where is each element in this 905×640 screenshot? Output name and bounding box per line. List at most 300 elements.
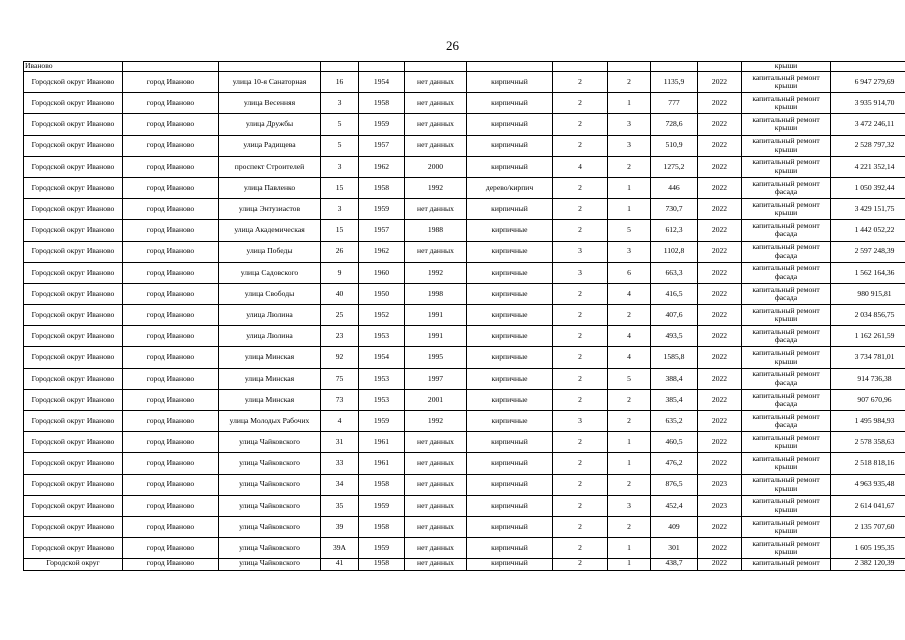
- cell-house-number: 16: [321, 72, 359, 93]
- cell-wall-material: дерево/кирпич: [467, 177, 553, 198]
- cell-street: улица Чайковского: [219, 516, 321, 537]
- cell-house-number: 75: [321, 368, 359, 389]
- cell-wall-material: кирпичный: [467, 156, 553, 177]
- cell-floors: 2: [553, 326, 608, 347]
- cell-district: Городской округ Иваново: [24, 516, 123, 537]
- cell-area: 728,6: [651, 114, 698, 135]
- cell-planned-year: 2022: [698, 199, 742, 220]
- cell-street: улица Молодых Рабочих: [219, 411, 321, 432]
- cell-street: улица Свободы: [219, 283, 321, 304]
- cell-floors: 2: [553, 432, 608, 453]
- cell-entrances: 1: [608, 199, 651, 220]
- cell-settlement: город Иваново: [123, 559, 219, 571]
- cell-last-repair-year: нет данных: [405, 432, 467, 453]
- cell-settlement: город Иваново: [123, 156, 219, 177]
- cell-planned-year: 2022: [698, 93, 742, 114]
- cell-year-built: 1957: [359, 135, 405, 156]
- cell-street: улица Чайковского: [219, 538, 321, 559]
- cell-cost: 2 528 797,32: [831, 135, 905, 156]
- cell-work-type: капитальный ремонт крыши: [742, 72, 831, 93]
- cell-year-built: 1958: [359, 516, 405, 537]
- cell-planned-year: 2022: [698, 411, 742, 432]
- cell-house-number: 26: [321, 241, 359, 262]
- cell-street: улица Победы: [219, 241, 321, 262]
- cell-work-type: капитальный ремонт фасада: [742, 368, 831, 389]
- table-row: [24, 93, 905, 114]
- cell-planned-year: 2022: [698, 305, 742, 326]
- cell-street: улица Люлина: [219, 326, 321, 347]
- cell-district: Городской округ Иваново: [24, 135, 123, 156]
- cell-house-number: 15: [321, 177, 359, 198]
- cell-entrances: 3: [608, 135, 651, 156]
- cell-district: Городской округ Иваново: [24, 262, 123, 283]
- cell-wall-material: кирпичные: [467, 283, 553, 304]
- cell-last-repair-year: нет данных: [405, 93, 467, 114]
- cell-settlement: город Иваново: [123, 262, 219, 283]
- table-row: [24, 474, 905, 495]
- table-row: [24, 389, 905, 410]
- cell-wall-material: кирпичные: [467, 326, 553, 347]
- cell-year-built: 1958: [359, 559, 405, 571]
- cell-wall-material: кирпичные: [467, 411, 553, 432]
- table-row: [24, 220, 905, 241]
- cell-wall-material: кирпичные: [467, 347, 553, 368]
- cell-cost: 2 034 856,75: [831, 305, 905, 326]
- cell-wall-material: кирпичный: [467, 516, 553, 537]
- cell-entrances: 3: [608, 495, 651, 516]
- cell-planned-year: 2022: [698, 432, 742, 453]
- cell-cost: 4 221 352,14: [831, 156, 905, 177]
- cell-work-type: крыши: [742, 62, 831, 72]
- cell-last-repair-year: нет данных: [405, 135, 467, 156]
- cell-street: улица Садовского: [219, 262, 321, 283]
- cell-floors: 2: [553, 305, 608, 326]
- cell-last-repair-year: 1991: [405, 305, 467, 326]
- cell-house-number: 25: [321, 305, 359, 326]
- cell-floors: 2: [553, 199, 608, 220]
- cell-settlement: город Иваново: [123, 135, 219, 156]
- cell-area: 452,4: [651, 495, 698, 516]
- cell-work-type: капитальный ремонт крыши: [742, 135, 831, 156]
- cell-last-repair-year: 1997: [405, 368, 467, 389]
- table-row: [24, 241, 905, 262]
- cell-last-repair-year: нет данных: [405, 453, 467, 474]
- cell-settlement: город Иваново: [123, 283, 219, 304]
- cell-cost: 1 442 052,22: [831, 220, 905, 241]
- cell-work-type: капитальный ремонт крыши: [742, 538, 831, 559]
- cell-floors: 2: [553, 495, 608, 516]
- table-row: [24, 432, 905, 453]
- cell-district: Городской округ Иваново: [24, 389, 123, 410]
- cell-wall-material: кирпичный: [467, 114, 553, 135]
- cell-entrances: 2: [608, 156, 651, 177]
- cell-district: Городской округ Иваново: [24, 538, 123, 559]
- cell-floors: 2: [553, 453, 608, 474]
- cell-wall-material: кирпичный: [467, 559, 553, 571]
- table-row: [24, 177, 905, 198]
- cell-last-repair-year: 1998: [405, 283, 467, 304]
- cell-planned-year: 2022: [698, 347, 742, 368]
- cell-last-repair-year: нет данных: [405, 538, 467, 559]
- cell-wall-material: кирпичные: [467, 368, 553, 389]
- cell-planned-year: 2022: [698, 538, 742, 559]
- cell-district: Городской округ Иваново: [24, 432, 123, 453]
- cell-house-number: 15: [321, 220, 359, 241]
- cell-district: Городской округ Иваново: [24, 453, 123, 474]
- cell-area: 409: [651, 516, 698, 537]
- cell-cost: 1 562 164,36: [831, 262, 905, 283]
- cell-last-repair-year: 1992: [405, 411, 467, 432]
- cell-settlement: город Иваново: [123, 368, 219, 389]
- cell-wall-material: кирпичный: [467, 474, 553, 495]
- cell-wall-material: кирпичный: [467, 72, 553, 93]
- cell-floors: 2: [553, 93, 608, 114]
- cell-work-type: капитальный ремонт фасада: [742, 220, 831, 241]
- cell-street: проспект Строителей: [219, 156, 321, 177]
- cell-year-built: 1962: [359, 241, 405, 262]
- cell-area: 446: [651, 177, 698, 198]
- cell-district: Городской округ: [24, 559, 123, 571]
- cell-planned-year: 2022: [698, 326, 742, 347]
- cell-work-type: капитальный ремонт крыши: [742, 474, 831, 495]
- cell-last-repair-year: 1992: [405, 177, 467, 198]
- cell-entrances: 2: [608, 305, 651, 326]
- cell-street: улица Академическая: [219, 220, 321, 241]
- cell-area: 1135,9: [651, 72, 698, 93]
- cell-district: Городской округ Иваново: [24, 474, 123, 495]
- cell-area: 876,5: [651, 474, 698, 495]
- cell-settlement: город Иваново: [123, 538, 219, 559]
- cell-settlement: город Иваново: [123, 177, 219, 198]
- cell-planned-year: 2022: [698, 262, 742, 283]
- cell-house-number: 34: [321, 474, 359, 495]
- cell-house-number: 35: [321, 495, 359, 516]
- cell-settlement: город Иваново: [123, 241, 219, 262]
- cell-year-built: 1961: [359, 432, 405, 453]
- cell-house-number: 3: [321, 156, 359, 177]
- cell-work-type: капитальный ремонт фасада: [742, 411, 831, 432]
- cell-area: 1275,2: [651, 156, 698, 177]
- cell-district: Городской округ Иваново: [24, 495, 123, 516]
- cell-planned-year: 2022: [698, 389, 742, 410]
- cell-house-number: 5: [321, 135, 359, 156]
- cell-last-repair-year: нет данных: [405, 114, 467, 135]
- cell-last-repair-year: 2001: [405, 389, 467, 410]
- cell-entrances: 4: [608, 283, 651, 304]
- table-row: [24, 72, 905, 93]
- cell-cost: 980 915,81: [831, 283, 905, 304]
- cell-planned-year: 2023: [698, 474, 742, 495]
- cell-work-type: капитальный ремонт фасада: [742, 241, 831, 262]
- cell-area: 385,4: [651, 389, 698, 410]
- cell-floors: 2: [553, 135, 608, 156]
- cell-entrances: 2: [608, 474, 651, 495]
- cell-cost: 2 597 248,39: [831, 241, 905, 262]
- cell-area: 510,9: [651, 135, 698, 156]
- cell-cost: 2 578 358,63: [831, 432, 905, 453]
- cell-house-number: 9: [321, 262, 359, 283]
- cell-year-built: 1958: [359, 93, 405, 114]
- cell-area: 388,4: [651, 368, 698, 389]
- cell-cost: 2 382 120,39: [831, 559, 905, 571]
- cell-planned-year: 2022: [698, 220, 742, 241]
- cell-floors: 2: [553, 114, 608, 135]
- cell-work-type: капитальный ремонт фасада: [742, 177, 831, 198]
- cell-settlement: город Иваново: [123, 305, 219, 326]
- cell-year-built: 1953: [359, 389, 405, 410]
- cell-last-repair-year: нет данных: [405, 516, 467, 537]
- cell-cost: 3 935 914,70: [831, 93, 905, 114]
- cell-cost: 4 963 935,48: [831, 474, 905, 495]
- cell-planned-year: 2023: [698, 495, 742, 516]
- cell-settlement: город Иваново: [123, 432, 219, 453]
- cell-work-type: капитальный ремонт крыши: [742, 495, 831, 516]
- cell-year-built: 1959: [359, 114, 405, 135]
- cell-cost: 1 162 261,59: [831, 326, 905, 347]
- cell-area: 663,3: [651, 262, 698, 283]
- cell-planned-year: 2022: [698, 114, 742, 135]
- cell-year-built: 1959: [359, 199, 405, 220]
- cell-area: 730,7: [651, 199, 698, 220]
- cell-work-type: капитальный ремонт крыши: [742, 432, 831, 453]
- cell-area: 1102,8: [651, 241, 698, 262]
- cell-area: 476,2: [651, 453, 698, 474]
- cell-floors: 2: [553, 389, 608, 410]
- cell-house-number: 41: [321, 559, 359, 571]
- cell-wall-material: кирпичные: [467, 305, 553, 326]
- cell-year-built: 1958: [359, 474, 405, 495]
- cell-wall-material: кирпичный: [467, 199, 553, 220]
- cell-planned-year: 2022: [698, 283, 742, 304]
- cell-entrances: 2: [608, 516, 651, 537]
- cell-year-built: 1953: [359, 368, 405, 389]
- cell-settlement: город Иваново: [123, 474, 219, 495]
- cell-entrances: 3: [608, 114, 651, 135]
- cell-settlement: город Иваново: [123, 347, 219, 368]
- cell-year-built: 1962: [359, 156, 405, 177]
- cell-year-built: 1954: [359, 347, 405, 368]
- cell-area: 777: [651, 93, 698, 114]
- cell-last-repair-year: нет данных: [405, 241, 467, 262]
- cell-settlement: город Иваново: [123, 220, 219, 241]
- cell-entrances: 1: [608, 93, 651, 114]
- table-row: [24, 347, 905, 368]
- cell-area: 635,2: [651, 411, 698, 432]
- cell-work-type: капитальный ремонт крыши: [742, 114, 831, 135]
- cell-floors: 3: [553, 262, 608, 283]
- cell-street: улица Павленко: [219, 177, 321, 198]
- table-row-continued: [24, 62, 905, 72]
- cell-district: Городской округ Иваново: [24, 241, 123, 262]
- cell-year-built: 1959: [359, 411, 405, 432]
- cell-last-repair-year: нет данных: [405, 495, 467, 516]
- cell-house-number: 31: [321, 432, 359, 453]
- cell-entrances: 4: [608, 326, 651, 347]
- cell-house-number: 4: [321, 411, 359, 432]
- cell-street: улица Чайковского: [219, 453, 321, 474]
- cell-house-number: 5: [321, 114, 359, 135]
- cell-planned-year: 2022: [698, 559, 742, 571]
- cell-district: Городской округ Иваново: [24, 347, 123, 368]
- cell-wall-material: кирпичные: [467, 389, 553, 410]
- cell-district: Городской округ Иваново: [24, 177, 123, 198]
- cell-street: улица Минская: [219, 368, 321, 389]
- cell-settlement: город Иваново: [123, 199, 219, 220]
- cell-entrances: 5: [608, 368, 651, 389]
- cell-entrances: 6: [608, 262, 651, 283]
- cell-cost: 2 614 041,67: [831, 495, 905, 516]
- cell-wall-material: кирпичные: [467, 241, 553, 262]
- cell-settlement: город Иваново: [123, 326, 219, 347]
- cell-cost: 1 050 392,44: [831, 177, 905, 198]
- cell-floors: 4: [553, 156, 608, 177]
- cell-entrances: 1: [608, 538, 651, 559]
- cell-year-built: 1958: [359, 177, 405, 198]
- cell-street: улица Люлина: [219, 305, 321, 326]
- cell-district: Городской округ Иваново: [24, 305, 123, 326]
- table-row: [24, 114, 905, 135]
- cell-street: улица Радищева: [219, 135, 321, 156]
- cell-year-built: 1960: [359, 262, 405, 283]
- cell-cost: 1 605 195,35: [831, 538, 905, 559]
- cell-planned-year: 2022: [698, 368, 742, 389]
- table-row: [24, 453, 905, 474]
- cell-last-repair-year: 1988: [405, 220, 467, 241]
- cell-house-number: 92: [321, 347, 359, 368]
- cell-work-type: капитальный ремонт крыши: [742, 93, 831, 114]
- cell-settlement: город Иваново: [123, 411, 219, 432]
- cell-planned-year: 2022: [698, 453, 742, 474]
- table-row: [24, 538, 905, 559]
- cell-house-number: 3: [321, 199, 359, 220]
- cell-last-repair-year: 1995: [405, 347, 467, 368]
- cell-floors: 2: [553, 474, 608, 495]
- cell-district: Городской округ Иваново: [24, 72, 123, 93]
- cell-planned-year: 2022: [698, 516, 742, 537]
- cell-cost: 914 736,38: [831, 368, 905, 389]
- cell-cost: 6 947 279,69: [831, 72, 905, 93]
- cell-planned-year: 2022: [698, 72, 742, 93]
- cell-year-built: 1957: [359, 220, 405, 241]
- cell-entrances: 2: [608, 411, 651, 432]
- cell-settlement: город Иваново: [123, 72, 219, 93]
- cell-district: Городской округ Иваново: [24, 411, 123, 432]
- cell-settlement: город Иваново: [123, 495, 219, 516]
- table-row: [24, 135, 905, 156]
- cell-planned-year: 2022: [698, 241, 742, 262]
- cell-area: 460,5: [651, 432, 698, 453]
- cell-cost: 3 734 781,01: [831, 347, 905, 368]
- cell-entrances: 4: [608, 347, 651, 368]
- cell-floors: 2: [553, 559, 608, 571]
- cell-area: 301: [651, 538, 698, 559]
- cell-district: Городской округ Иваново: [24, 199, 123, 220]
- cell-planned-year: 2022: [698, 156, 742, 177]
- cell-last-repair-year: нет данных: [405, 199, 467, 220]
- cell-work-type: капитальный ремонт крыши: [742, 453, 831, 474]
- cell-area: 416,5: [651, 283, 698, 304]
- cell-floors: 2: [553, 220, 608, 241]
- table-row: [24, 495, 905, 516]
- cell-district: Городской округ Иваново: [24, 326, 123, 347]
- cell-cost: 2 135 707,60: [831, 516, 905, 537]
- cell-work-type: капитальный ремонт крыши: [742, 199, 831, 220]
- cell-last-repair-year: нет данных: [405, 72, 467, 93]
- table-row: [24, 411, 905, 432]
- cell-street: улица 10-я Санаторная: [219, 72, 321, 93]
- cell-entrances: 2: [608, 72, 651, 93]
- cell-floors: 2: [553, 538, 608, 559]
- cell-wall-material: кирпичный: [467, 538, 553, 559]
- cell-year-built: 1953: [359, 326, 405, 347]
- cell-area: 1585,8: [651, 347, 698, 368]
- cell-floors: 2: [553, 347, 608, 368]
- cell-district: Городской округ Иваново: [24, 283, 123, 304]
- cell-work-type: капитальный ремонт крыши: [742, 156, 831, 177]
- table-row: [24, 283, 905, 304]
- cell-last-repair-year: 2000: [405, 156, 467, 177]
- cell-settlement: город Иваново: [123, 93, 219, 114]
- cell-work-type: капитальный ремонт крыши: [742, 347, 831, 368]
- cell-house-number: 39: [321, 516, 359, 537]
- cell-work-type: капитальный ремонт: [742, 559, 831, 571]
- cell-area: 493,5: [651, 326, 698, 347]
- table-row: [24, 516, 905, 537]
- cell-entrances: 1: [608, 177, 651, 198]
- cell-cost: 907 670,96: [831, 389, 905, 410]
- cell-house-number: 33: [321, 453, 359, 474]
- cell-work-type: капитальный ремонт фасада: [742, 326, 831, 347]
- cell-wall-material: кирпичные: [467, 262, 553, 283]
- cell-street: улица Минская: [219, 347, 321, 368]
- cell-district: Городской округ Иваново: [24, 114, 123, 135]
- cell-planned-year: 2022: [698, 135, 742, 156]
- table-row: [24, 156, 905, 177]
- cell-cost: 2 518 818,16: [831, 453, 905, 474]
- cell-last-repair-year: нет данных: [405, 474, 467, 495]
- cell-street: улица Весенняя: [219, 93, 321, 114]
- cell-street: улица Чайковского: [219, 559, 321, 571]
- cell-cost: 3 472 246,11: [831, 114, 905, 135]
- cell-work-type: капитальный ремонт фасада: [742, 389, 831, 410]
- cell-house-number: 40: [321, 283, 359, 304]
- cell-wall-material: кирпичный: [467, 453, 553, 474]
- cell-settlement: город Иваново: [123, 516, 219, 537]
- cell-last-repair-year: 1992: [405, 262, 467, 283]
- cell-house-number: 3: [321, 93, 359, 114]
- table-row: [24, 199, 905, 220]
- cell-floors: 2: [553, 72, 608, 93]
- cell-wall-material: кирпичный: [467, 93, 553, 114]
- cell-work-type: капитальный ремонт фасада: [742, 283, 831, 304]
- cell-entrances: 1: [608, 453, 651, 474]
- cell-house-number: 73: [321, 389, 359, 410]
- cell-floors: 3: [553, 411, 608, 432]
- housing-repair-table: [23, 61, 905, 571]
- cell-district: Городской округ Иваново: [24, 93, 123, 114]
- table-row: [24, 326, 905, 347]
- cell-work-type: капитальный ремонт фасада: [742, 262, 831, 283]
- table-row: [24, 368, 905, 389]
- page-number: 26: [446, 38, 459, 53]
- cell-year-built: 1950: [359, 283, 405, 304]
- cell-entrances: 2: [608, 389, 651, 410]
- cell-district: Городской округ Иваново: [24, 156, 123, 177]
- cell-entrances: 1: [608, 559, 651, 571]
- cell-floors: 2: [553, 368, 608, 389]
- cell-street: улица Дружбы: [219, 114, 321, 135]
- cell-district: Иваново: [24, 62, 123, 72]
